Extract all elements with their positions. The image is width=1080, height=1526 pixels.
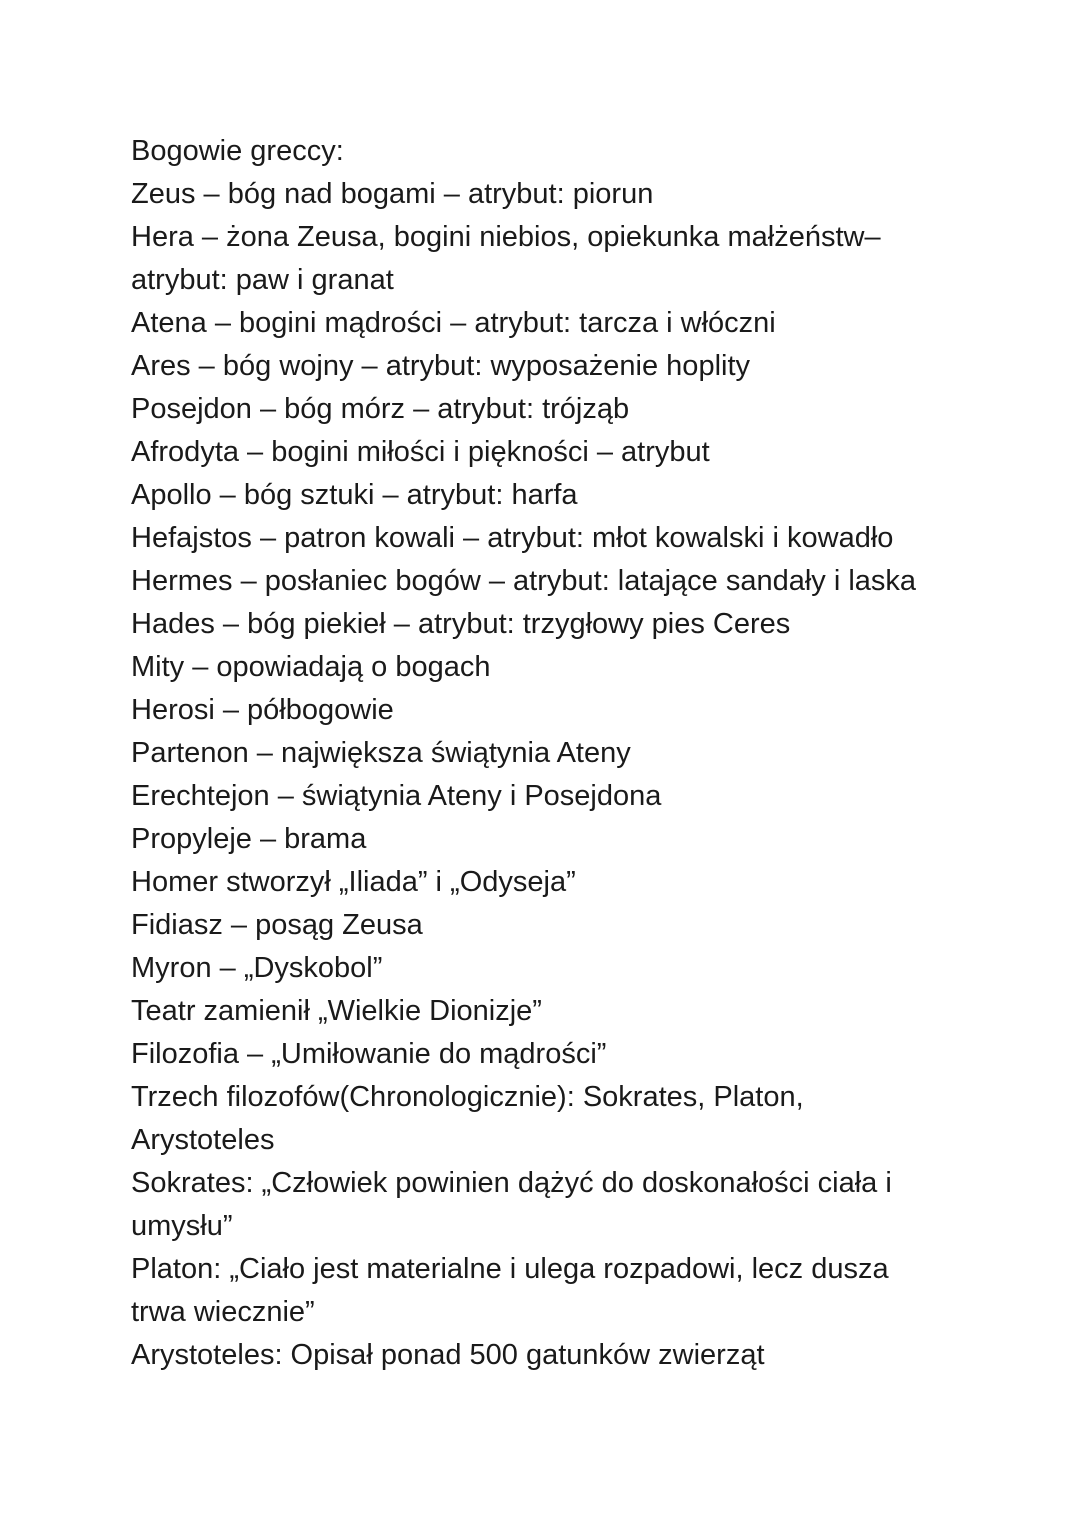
- text-line-hera: Hera – żona Zeusa, bogini niebios, opiekunka małżeństw–: [131, 221, 881, 253]
- text-line-partenon: Partenon – największa świątynia Ateny: [131, 737, 631, 769]
- text-line-myron: Myron – „Dyskobol”: [131, 952, 383, 984]
- text-line-mity: Mity – opowiadają o bogach: [131, 651, 491, 683]
- text-line-hefajstos: Hefajstos – patron kowali – atrybut: młot kowalski i kowadło: [131, 522, 894, 554]
- text-line-zeus: Zeus – bóg nad bogami – atrybut: piorun: [131, 178, 654, 210]
- text-line-erechtejon: Erechtejon – świątynia Ateny i Posejdona: [131, 780, 662, 812]
- text-line-propyleje: Propyleje – brama: [131, 823, 367, 855]
- text-line-filozofia: Filozofia – „Umiłowanie do mądrości”: [131, 1038, 607, 1070]
- text-line-atena: Atena – bogini mądrości – atrybut: tarcza i włóczni: [131, 307, 776, 339]
- text-line-three-philosophers-cont: Arystoteles: [131, 1124, 275, 1156]
- text-line-three-philosophers: Trzech filozofów(Chronologicznie): Sokrates, Platon,: [131, 1081, 804, 1113]
- text-line-ares: Ares – bóg wojny – atrybut: wyposażenie hoplity: [131, 350, 751, 382]
- text-line-platon: Platon: „Ciało jest materialne i ulega rozpadowi, lecz dusza: [131, 1253, 889, 1285]
- text-line-herosi: Herosi – półbogowie: [131, 694, 394, 726]
- document-page: [131, 130, 1011, 1377]
- text-line-homer: Homer stworzył „Iliada” i „Odyseja”: [131, 866, 576, 898]
- text-line-hades: Hades – bóg piekieł – atrybut: trzygłowy pies Ceres: [131, 608, 791, 640]
- text-line-hermes: Hermes – posłaniec bogów – atrybut: latające sandały i laska: [131, 565, 917, 597]
- text-line-teatr: Teatr zamienił „Wielkie Dionizje”: [131, 995, 542, 1027]
- text-line-posejdon: Posejdon – bóg mórz – atrybut: trójząb: [131, 393, 630, 425]
- text-line-apollo: Apollo – bóg sztuki – atrybut: harfa: [131, 479, 578, 511]
- heading-greek-gods: Bogowie greccy:: [131, 135, 344, 167]
- text-line-platon-cont: trwa wiecznie”: [131, 1296, 315, 1328]
- text-line-sokrates: Sokrates: „Człowiek powinien dążyć do doskonałości ciała i: [131, 1167, 892, 1199]
- text-line-sokrates-cont: umysłu”: [131, 1210, 233, 1242]
- text-line-afrodyta: Afrodyta – bogini miłości i piękności – atrybut: [131, 436, 710, 468]
- text-line-fidiasz: Fidiasz – posąg Zeusa: [131, 909, 423, 941]
- text-line-arystoteles: Arystoteles: Opisał ponad 500 gatunków zwierząt: [131, 1339, 765, 1371]
- text-line-hera-attribute: atrybut: paw i granat: [131, 264, 394, 296]
